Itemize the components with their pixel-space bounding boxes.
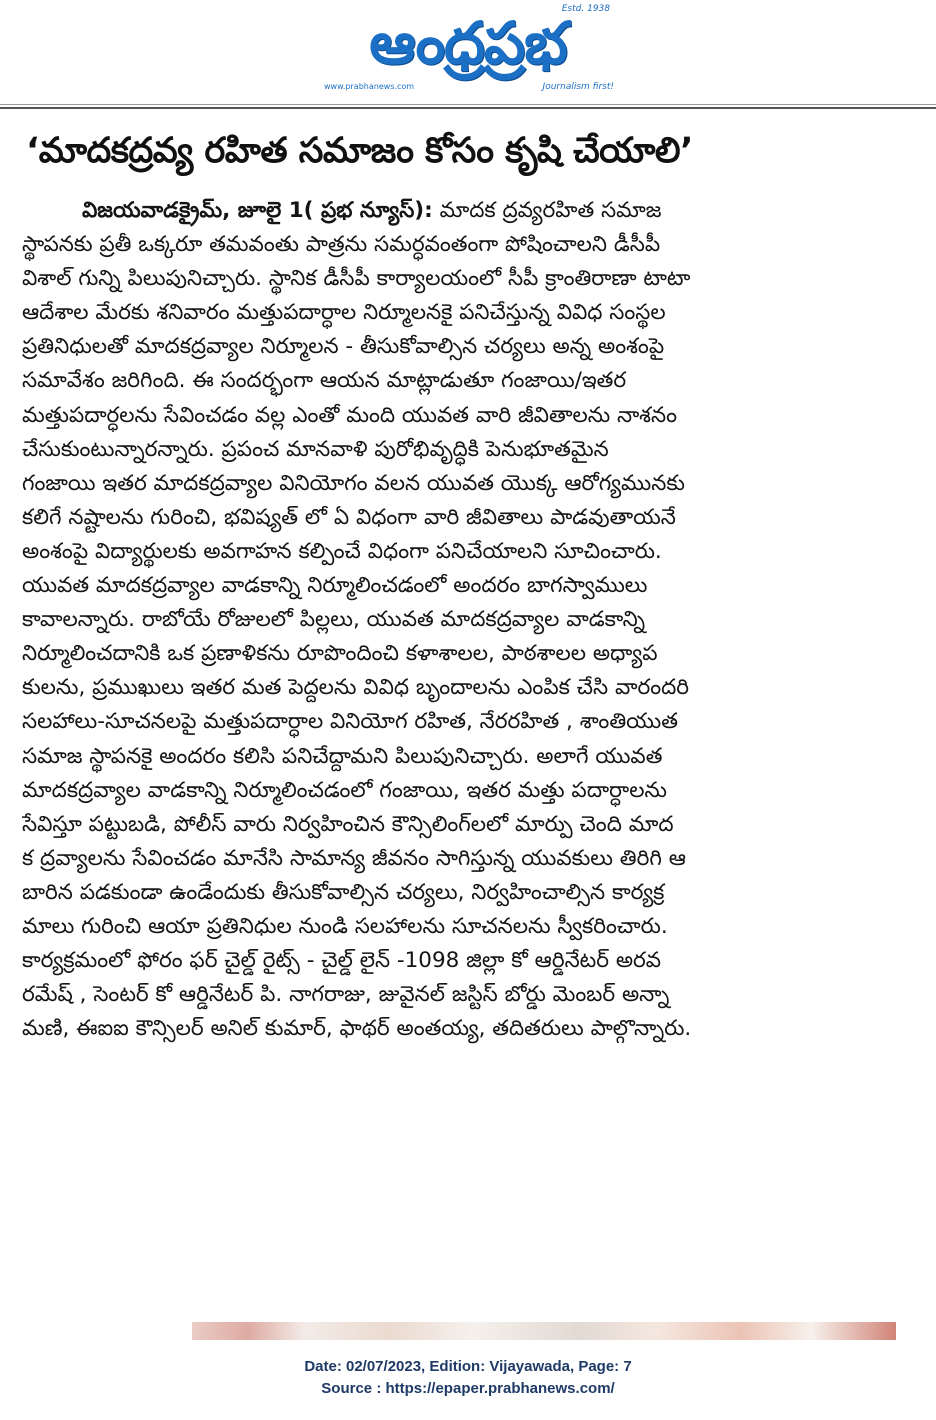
headline: ‘మాదకద్రవ్య రహిత సమాజం కోసం కృషి చేయాలి’ <box>26 131 693 171</box>
dateline: విజయవాడక్రైమ్, జూలై 1( ప్రభ న్యూస్): <box>82 198 433 223</box>
article-line: మాదకద్రవ్యాల వాడకాన్ని నిర్మూలించడంలో గంజాయి, ఇతర మత్తు పదార్ధాలను <box>22 777 667 803</box>
article-line: కులను, ప్రముఖులు ఇతర మత పెద్దలను వివిధ బృందాలను ఎంపిక చేసి వారందరి <box>22 675 690 701</box>
article-line-first <box>22 194 914 228</box>
publication-date-line: Date: 02/07/2023, Edition: Vijayawada, Page: 7 <box>304 1358 632 1375</box>
masthead-rule <box>0 104 936 105</box>
article-line: సమాజ స్థాపనకై అందరం కలిసి పనిచేద్దామని పిలుపునిచ్చారు. అలాగే యువత <box>22 743 663 769</box>
website-url: www.prabhanews.com <box>324 82 415 91</box>
article-line: గంజాయి ఇతర మాదకద్రవ్యాల వినియోగం వలన యువత యొక్క ఆరోగ్యమునకు <box>22 470 685 496</box>
article-line: అంశంపై విద్యార్థులకు అవగాహన కల్పించే విధంగా పనిచేయాలని సూచించారు. <box>22 538 662 564</box>
article-line: రమేష్ , సెంటర్ కో ఆర్డినేటర్ పి. నాగరాజు, జువైనల్ జస్టిస్ బోర్డు మెంబర్ అన్నా <box>22 982 670 1008</box>
masthead <box>0 0 936 108</box>
article-line: సలహాలు-సూచనలపై మత్తుపదార్ధాల వినియోగ రహిత, నేరరహిత , శాంతియుత <box>22 709 678 735</box>
article-line: కార్యక్రమంలో ఫోరం ఫర్ చైల్డ్ రైట్స్ - చైల్డ్ లైన్ -1098 జిల్లా కో ఆర్డినేటర్ అరవ <box>22 948 662 974</box>
article-line: మాలు గురించి ఆయా ప్రతినిధుల నుండి సలహాలను సూచనలను స్వీకరించారు. <box>22 913 668 939</box>
masthead-divider <box>0 107 936 109</box>
newspaper-logo <box>318 6 618 94</box>
source-line: Source : https://epaper.prabhanews.com/ <box>321 1380 615 1397</box>
article-line: సమావేశం జరిగింది. ఈ సందర్భంగా ఆయన మాట్లాడుతూ గంజాయి/ఇతర <box>22 368 627 394</box>
article-line: కలిగే నష్టాలను గురించి, భవిష్యత్ లో ఏ విధంగా వారి జీవితాలు పాడవుతాయనే <box>22 504 676 530</box>
news-article <box>22 116 914 1328</box>
article-line: యువత మాదకద్రవ్యాల వాడకాన్ని నిర్మూలించడంలో అందరం బాగస్వాములు <box>22 573 648 599</box>
article-line: క ద్రవ్యాలను సేవించడం మానేసి సామాన్య జీవనం సాగిస్తున్న యువకులు తిరిగి ఆ <box>22 845 686 871</box>
article-line: ఆదేశాల మేరకు శనివారం మత్తుపదార్ధాల నిర్మూలనకై పనిచేస్తున్న వివిధ సంస్థల <box>22 300 666 326</box>
footer <box>0 1356 936 1400</box>
logo-text: ఆంధ్రప్రభ <box>369 9 567 77</box>
tagline: Journalism first! <box>542 82 614 92</box>
article-body <box>22 194 914 1046</box>
article-line: కావాలన్నారు. రాబోయే రోజులలో పిల్లలు, యువత మాదకద్రవ్యాల వాడకాన్ని <box>22 607 646 633</box>
article-line: విశాల్ గున్ని పిలుపునిచ్చారు. స్థానిక డీసీపీ కార్యాలయంలో సీపీ క్రాంతిరాణా టాటా <box>22 266 691 292</box>
article-line: మణి, ఈఐఐ కౌన్సిలర్ అనిల్ కుమార్, ఫాథర్ అంతయ్య, తదితరులు పాల్గొన్నారు. <box>22 1016 692 1042</box>
article-line-text: మాదక ద్రవ్యరహిత సమాజ <box>439 198 662 223</box>
article-line: స్థాపనకు ప్రతీ ఒక్కరూ తమవంతు పాత్రను సమర్ధవంతంగా పోషించాలని డీసీపీ <box>22 232 661 258</box>
article-line: చేసుకుంటున్నారన్నారు. ప్రపంచ మానవాళి పురోభివృద్ధికి పెనుభూతమైన <box>22 436 609 462</box>
established-year: Estd. 1938 <box>561 4 610 14</box>
article-line: ప్రతినిధులతో మాదకద్రవ్యాల నిర్మూలన - తీసుకోవాల్సిన చర్యలు అన్న అంశంపై <box>22 334 665 360</box>
article-line: మత్తుపదార్ధలను సేవించడం వల్ల ఎంతో మంది యువత వారి జీవితాలను నాశనం <box>22 402 677 428</box>
article-line: సేవిస్తూ పట్టుబడి, పోలీస్ వారు నిర్వహించిన కౌన్సిలింగ్‌లలో మార్పు చెంది మాద <box>22 811 674 837</box>
article-line: బారిన పడకుండా ఉండేందుకు తీసుకోవాల్సిన చర్యలు, నిర్వహించాల్సిన కార్యక్ర <box>22 879 665 905</box>
article-line: నిర్మూలించదానికి ఒక ప్రణాళికను రూపొందించి కళాశాలల, పాఠశాలల అధ్యాప <box>22 641 658 667</box>
photo-strip-cropped <box>192 1322 896 1340</box>
